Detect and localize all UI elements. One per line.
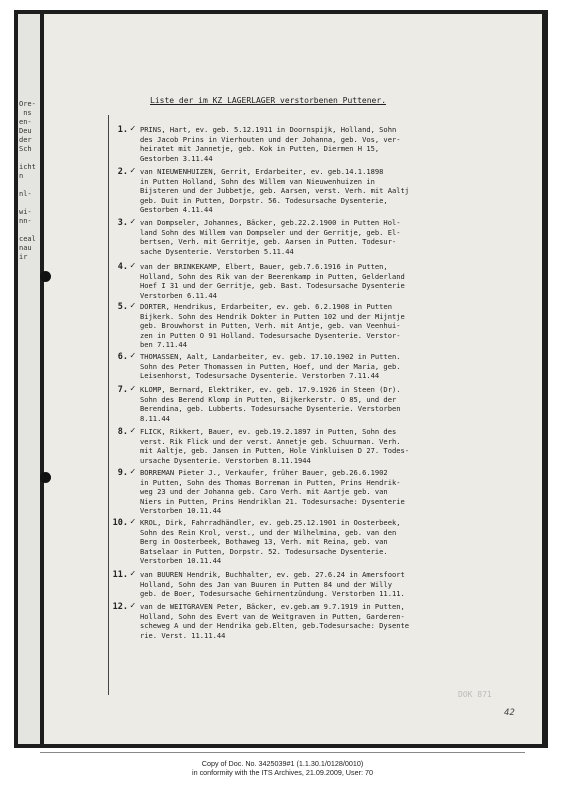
checkmark-icon: ✓ [130, 601, 136, 611]
checkmark-icon: ✓ [130, 301, 136, 311]
checkmark-icon: ✓ [130, 517, 136, 527]
checkmark-icon: ✓ [130, 426, 136, 436]
punch-hole-bottom [40, 472, 51, 483]
footer-divider [40, 752, 525, 753]
entry-number: 10. [112, 518, 128, 528]
footer-line-2: in conformity with the ITS Archives, 21.09.2009, User: 70 [192, 767, 373, 777]
checkmark-icon: ✓ [130, 217, 136, 227]
footer-line-1: Copy of Doc. No. 3425039#1 (1.1.30.1/0128/0010) [201, 759, 364, 768]
entry-text: THOMASSEN, Aalt, Landarbeiter, ev. geb. 17.10.1902 in Putten. Sohn des Peter Thomassen in Putten, Hoef, und der Maria, geb. Leisenhorst, Todesursache Dysenterie. Verstorben 7.11.44 [140, 352, 401, 381]
entry-number: 4. [117, 262, 128, 272]
entry-number: 1. [117, 125, 128, 135]
checkmark-icon: ✓ [130, 569, 136, 579]
entry-text: DORTER, Hendrikus, Erdarbeiter, ev. geb. 6.2.1908 in Putten Bijkerk. Sohn des Hendrik Dokter in Putten 102 und der Mijntje geb. Brouwhorst in Putten, Verh. mit Antje, geb. van Veenhui- zen in Putten O 91 Holland. Todesursache Dysenterie. Verstor- ben 7.11.44 [140, 302, 405, 350]
entry-number: 3. [117, 218, 128, 228]
entry-number: 6. [117, 352, 128, 362]
margin-line [108, 115, 109, 695]
punch-hole-top [40, 271, 51, 282]
entry-number: 5. [117, 302, 128, 312]
checkmark-icon: ✓ [130, 261, 136, 271]
entry-text: van de WEITGRAVEN Peter, Bäcker, ev.geb.am 9.7.1919 in Putten, Holland, Sohn des Evert van de Weitgraven in Putten, Garderen- scheweg A und der Hendrika geb.Elten, geb.Todesursache: Dysente rie. Verst. 11.11.44 [140, 602, 410, 640]
entry-text: van NIEUWENHUIZEN, Gerrit, Erdarbeiter, ev. geb.14.1.1898 in Putten Holland, Sohn des Willem van Nieuwenhuizen in Bijsteren und der Jubbetje, geb. Aarsen, verst. Verh. mit Aaltj geb. Duit in Putten, Dorpstr. 56. Todesursache Dysenterie, Gestorben 4.11.44 [140, 167, 410, 215]
entry-number: 9. [117, 468, 128, 478]
archive-stamp: DOK 871 [458, 690, 492, 699]
checkmark-icon: ✓ [130, 166, 136, 176]
entry-text: FLICK, Rikkert, Bauer, ev. geb.19.2.1897 in Putten, Sohn des verst. Rik Flick und der verst. Annetje geb. Schuurman. Verh. mit Aaltje, geb. Jansen in Putten, Hole Vinkluisen D 27. Todes- ursache Dysenterie. Verstorben 8.11.1944 [140, 427, 410, 465]
entry-text: KLOMP, Bernard, Elektriker, ev. geb. 17.9.1926 in Steen (Dr). Sohn des Berend Klomp in Putten, Bijkerkerstr. O 85, und der Berendina, geb. Lubberts. Todesursache Dysenterie. Verstorben 8.11.44 [140, 385, 401, 423]
entry-number: 12. [112, 602, 128, 612]
entry-number: 7. [117, 385, 128, 395]
entry-text: BORREMAN Pieter J., Verkaufer, früher Bauer, geb.26.6.1902 in Putten, Sohn des Thomas Borreman in Putten, Prins Hendrik- weg 23 und der Johanna geb. Caro Verh. mit Aartje geb. van Niers in Putten, Prins Hendriklan 21. Todesursache: Dysenterie Verstorben 10.11.44 [140, 468, 405, 516]
entry-number: 2. [117, 167, 128, 177]
entry-text: van der BRINKEKAMP, Elbert, Bauer, geb.7.6.1916 in Putten, Holland, Sohn des Rik van der Beerenkamp in Putten, Gelderland Hoef I 31 und der Gerritje, geb. Bast. Todesursache Dysenterie Verstorben 6.11.44 [140, 262, 405, 300]
checkmark-icon: ✓ [130, 467, 136, 477]
left-strip-text: Ore- ns en- Deu der Sch icht n nl- wi- nn- ceal nau ir [19, 100, 36, 261]
entry-number: 11. [112, 570, 128, 580]
archive-footer [0, 760, 565, 777]
page-number: 42 [504, 708, 515, 718]
entry-number: 8. [117, 427, 128, 437]
entry-text: van Dompseler, Johannes, Bäcker, geb.22.2.1900 in Putten Hol- land Sohn des Willem van Dompseler und der Gerritje, geb. El- bertsen, Verh. mit Gerritje, geb. Aarsen in Putten. Todesur- sache Dysenterie. Verstorben 5.11.44 [140, 218, 401, 256]
checkmark-icon: ✓ [130, 124, 136, 134]
entry-text: van BUUREN Hendrik, Buchhalter, ev. geb. 27.6.24 in Amersfoort Holland, Sohn des Jan van Buuren in Putten 84 und der Willy geb. de Boer, Todesursache Gehirnentzündung. Verstorben 11.11. [140, 570, 405, 599]
entry-text: PRINS, Hart, ev. geb. 5.12.1911 in Doornspijk, Holland, Sohn des Jacob Prins in Vierhouten und der Johanna, geb. Vos, ver- heiratet mit Jannetje, geb. Kok in Putten, Diermen H 15, Gestorben 3.11.44 [140, 125, 401, 163]
checkmark-icon: ✓ [130, 351, 136, 361]
document-title: Liste der im KZ LAGERLAGER verstorbenen Puttener. [150, 96, 387, 105]
checkmark-icon: ✓ [130, 384, 136, 394]
entry-text: KROL, Dirk, Fahrradhändler, ev. geb.25.12.1901 in Oosterbeek, Sohn des Rein Krol, verst., und der Wilhelmina, geb. van den Berg in Oosterbeek, Bothaweg 13, Verh. mit Reina, geb. van Batselaar in Putten, Dorpstr. 52. Todesursache Dysenterie. Verstorben 10.11.44 [140, 518, 401, 566]
